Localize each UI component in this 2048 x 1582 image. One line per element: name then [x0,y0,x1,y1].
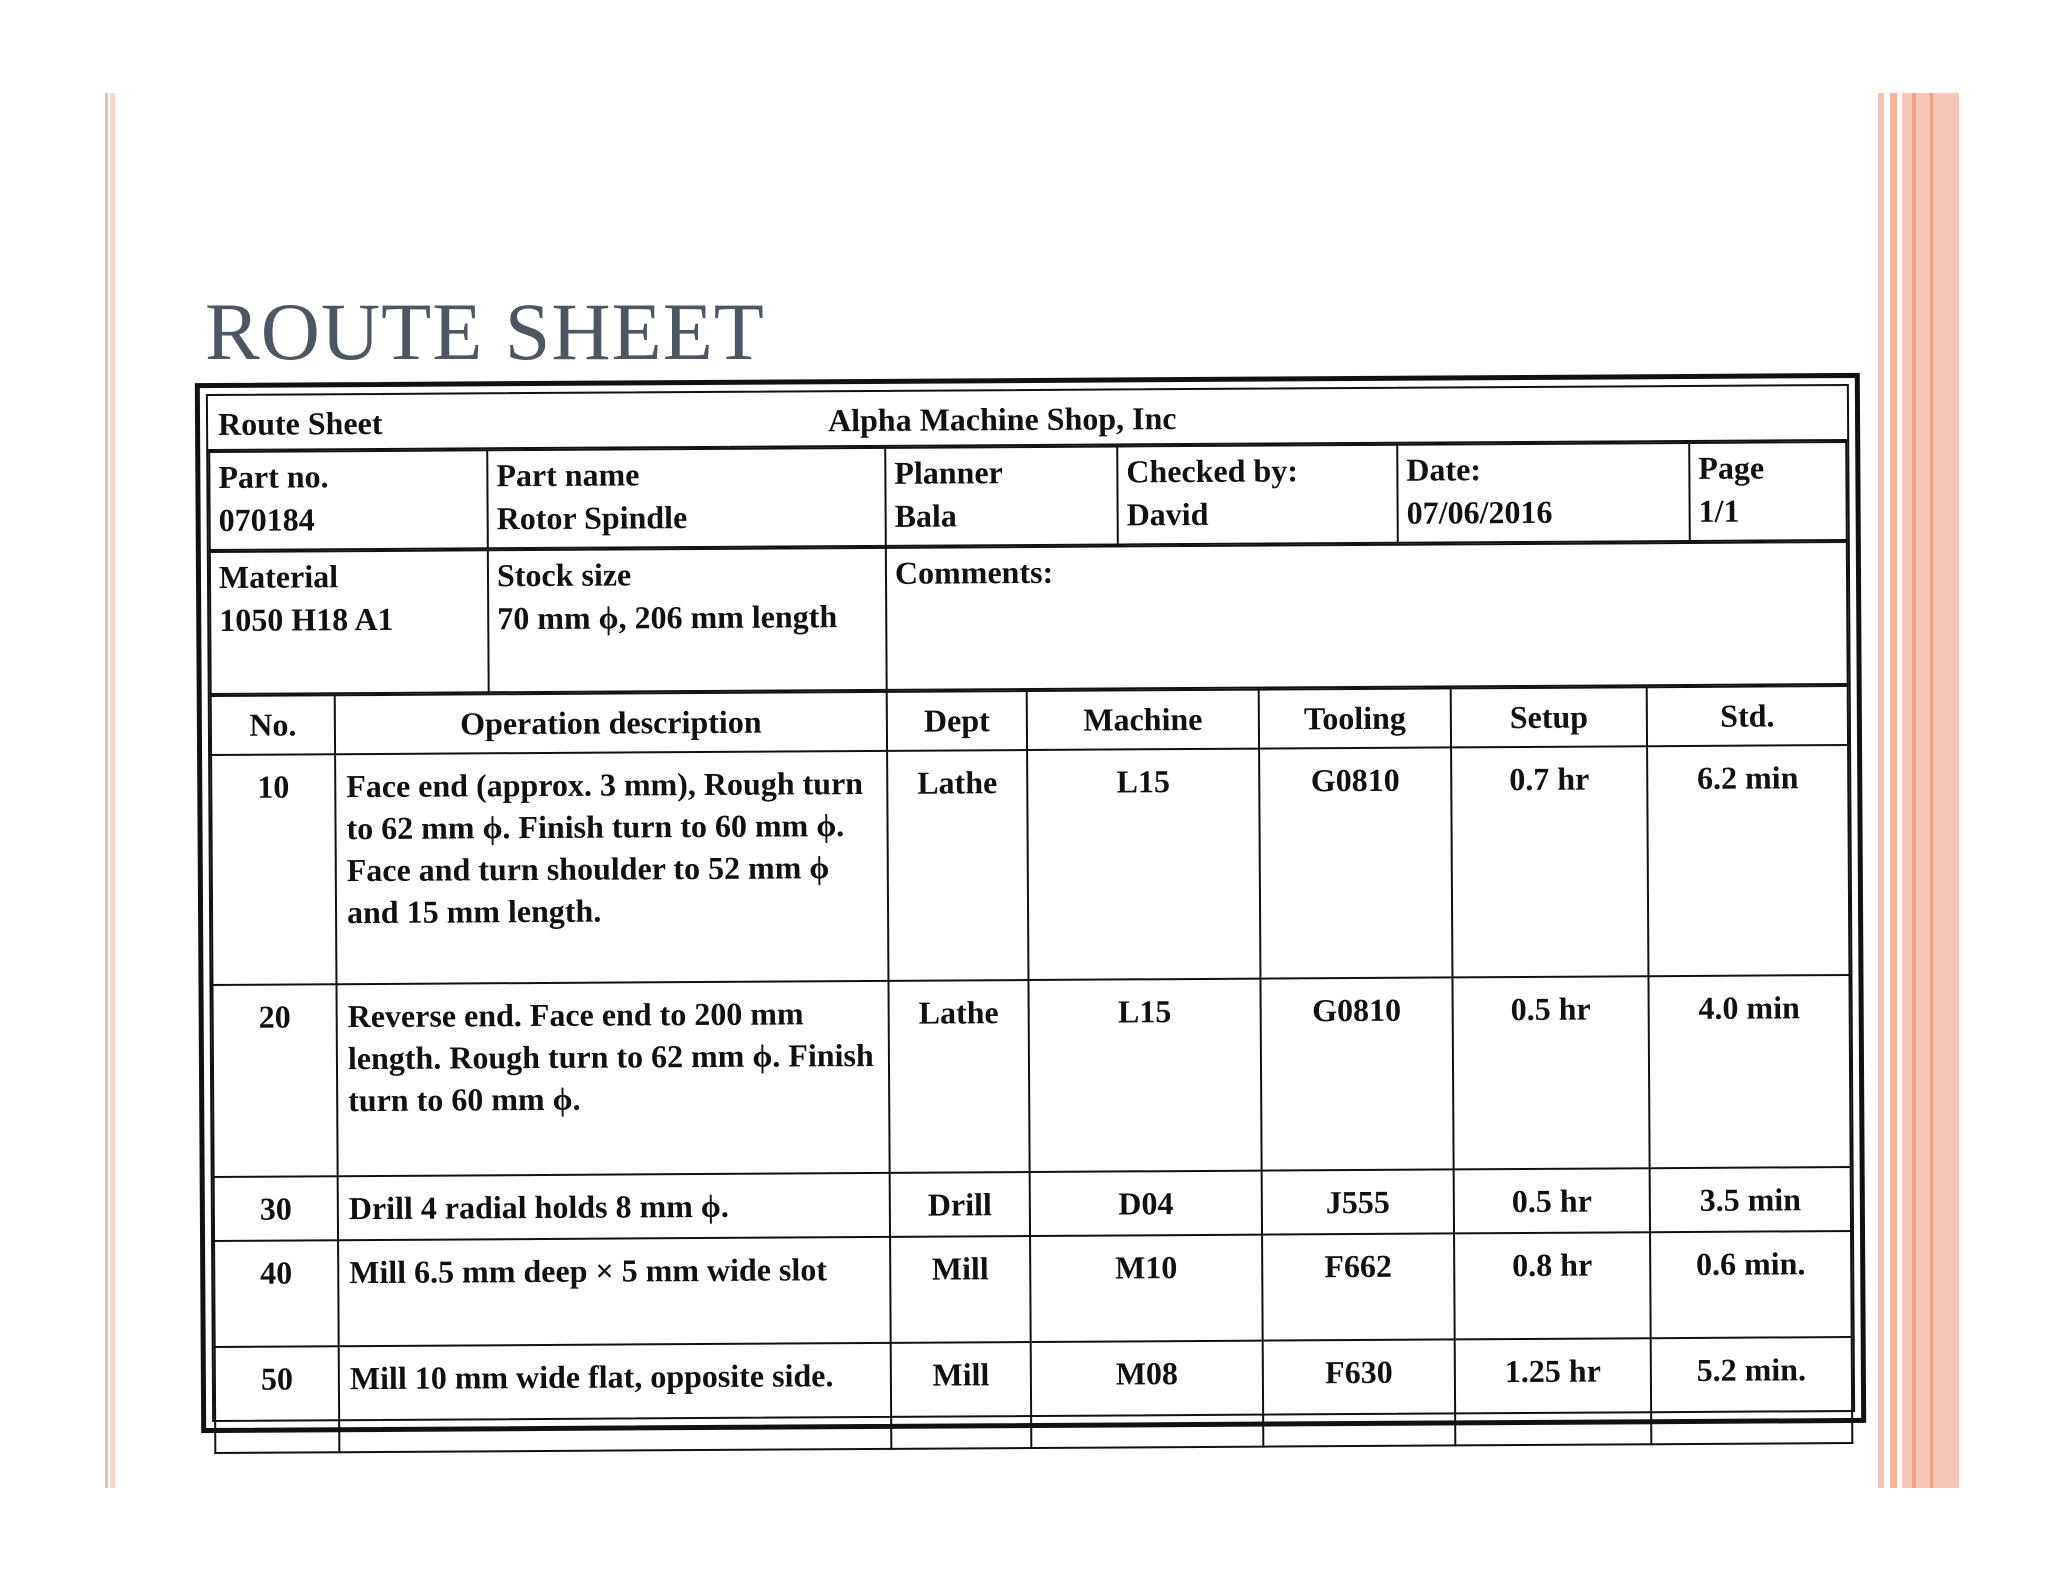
operations-table [210,685,1854,1454]
op-std: 3.5 min [1650,1167,1851,1232]
page-cell [1689,442,1847,541]
route-sheet-frame [195,373,1866,1433]
op-setup: 1.25 hr [1455,1338,1652,1445]
part-no-label: Part no. [218,458,329,495]
op-no: 50 [215,1346,340,1453]
stock-size-label: Stock size [496,556,632,594]
date-value: 07/06/2016 [1406,493,1553,531]
slide-title: ROUTE SHEET [205,286,765,377]
date-label: Date: [1406,451,1482,488]
op-tooling: F662 [1262,1233,1455,1340]
checked-by-cell [1117,445,1398,545]
part-name-label: Part name [496,456,640,494]
op-no: 30 [214,1176,338,1241]
page-value: 1/1 [1698,492,1740,529]
op-machine: L15 [1028,979,1261,1172]
checked-by-value: David [1126,495,1209,533]
right-accent-bar [1890,93,1897,1488]
op-dept: Lathe [888,980,1029,1173]
comments-label: Comments: [894,553,1054,591]
operations-header-row [211,686,1848,755]
op-description: Face end (approx. 3 mm), Rough turn to 62 mm ϕ. Finish turn to 60 mm ϕ. Face and turn shoulder to 52 mm ϕ and 15 mm length. [335,751,888,984]
page-label: Page [1698,449,1765,486]
part-name-value: Rotor Spindle [496,499,688,537]
column-header-dept: Dept [887,691,1027,751]
op-std: 0.6 min. [1650,1231,1852,1338]
op-std: 5.2 min. [1651,1337,1853,1444]
route-sheet-info [208,441,1848,551]
op-std: 6.2 min [1647,745,1849,976]
material-cell [210,550,489,694]
op-description: Mill 6.5 mm deep × 5 mm wide slot [338,1237,891,1346]
route-sheet-document [198,378,1863,1428]
route-sheet-label: Route Sheet [208,393,728,450]
stock-size-value: 70 mm ϕ, 206 mm length [497,598,838,637]
op-description: Reverse end. Face end to 200 mm length. Rough turn to 62 mm ϕ. Finish turn to 60 mm ϕ. [336,981,889,1176]
checked-by-label: Checked by: [1126,452,1299,490]
date-cell [1397,443,1690,543]
column-header-description: Operation description [335,692,887,754]
table-row [214,1231,1852,1347]
op-tooling: J555 [1262,1169,1454,1234]
material-value: 1050 H18 A1 [219,600,394,638]
company-name: Alpha Machine Shop, Inc [728,386,1847,447]
op-description: Mill 10 mm wide flat, opposite side. [339,1343,892,1452]
op-tooling: G0810 [1259,747,1452,978]
part-no-value: 070184 [218,501,315,538]
left-accent-bar-light [110,93,115,1488]
planner-value: Bala [894,497,957,534]
op-dept: Drill [890,1172,1030,1237]
table-row [215,1337,1853,1453]
op-setup: 0.7 hr [1451,746,1648,977]
right-accent-bar [1878,93,1884,1488]
route-sheet-material [209,541,1849,695]
left-accent-bar [105,93,108,1488]
op-std: 4.0 min [1648,975,1850,1168]
op-no: 20 [212,984,337,1177]
op-machine: D04 [1030,1171,1262,1236]
op-description: Drill 4 radial holds 8 mm ϕ. [338,1173,890,1240]
right-accent-line [1912,93,1916,1488]
part-name-cell [487,448,886,548]
op-dept: Mill [890,1236,1031,1343]
op-no: 10 [211,754,336,985]
route-sheet-inner [206,384,1855,1422]
material-label: Material [218,558,339,595]
table-row [214,1167,1851,1241]
column-header-no: No. [211,695,335,755]
op-tooling: F630 [1263,1339,1456,1446]
op-dept: Lathe [887,750,1028,981]
column-header-tooling: Tooling [1259,688,1451,748]
planner-cell [885,446,1118,545]
comments-cell [886,542,1848,690]
planner-label: Planner [894,454,1003,491]
op-machine: L15 [1027,749,1260,980]
op-setup: 0.5 hr [1454,1168,1650,1233]
op-machine: M08 [1031,1341,1264,1448]
table-row [211,745,1849,985]
op-tooling: G0810 [1260,977,1453,1170]
op-no: 40 [214,1240,339,1347]
column-header-setup: Setup [1451,687,1647,747]
table-row [212,975,1850,1177]
part-no-cell [209,450,488,550]
stock-size-cell [488,548,887,692]
route-sheet-header [208,386,1847,451]
column-header-std: Std. [1647,686,1848,746]
op-machine: M10 [1030,1235,1263,1342]
column-header-machine: Machine [1027,690,1259,750]
op-setup: 0.5 hr [1452,976,1649,1169]
right-accent-line [1930,93,1933,1488]
op-dept: Mill [891,1342,1032,1449]
op-setup: 0.8 hr [1454,1232,1651,1339]
